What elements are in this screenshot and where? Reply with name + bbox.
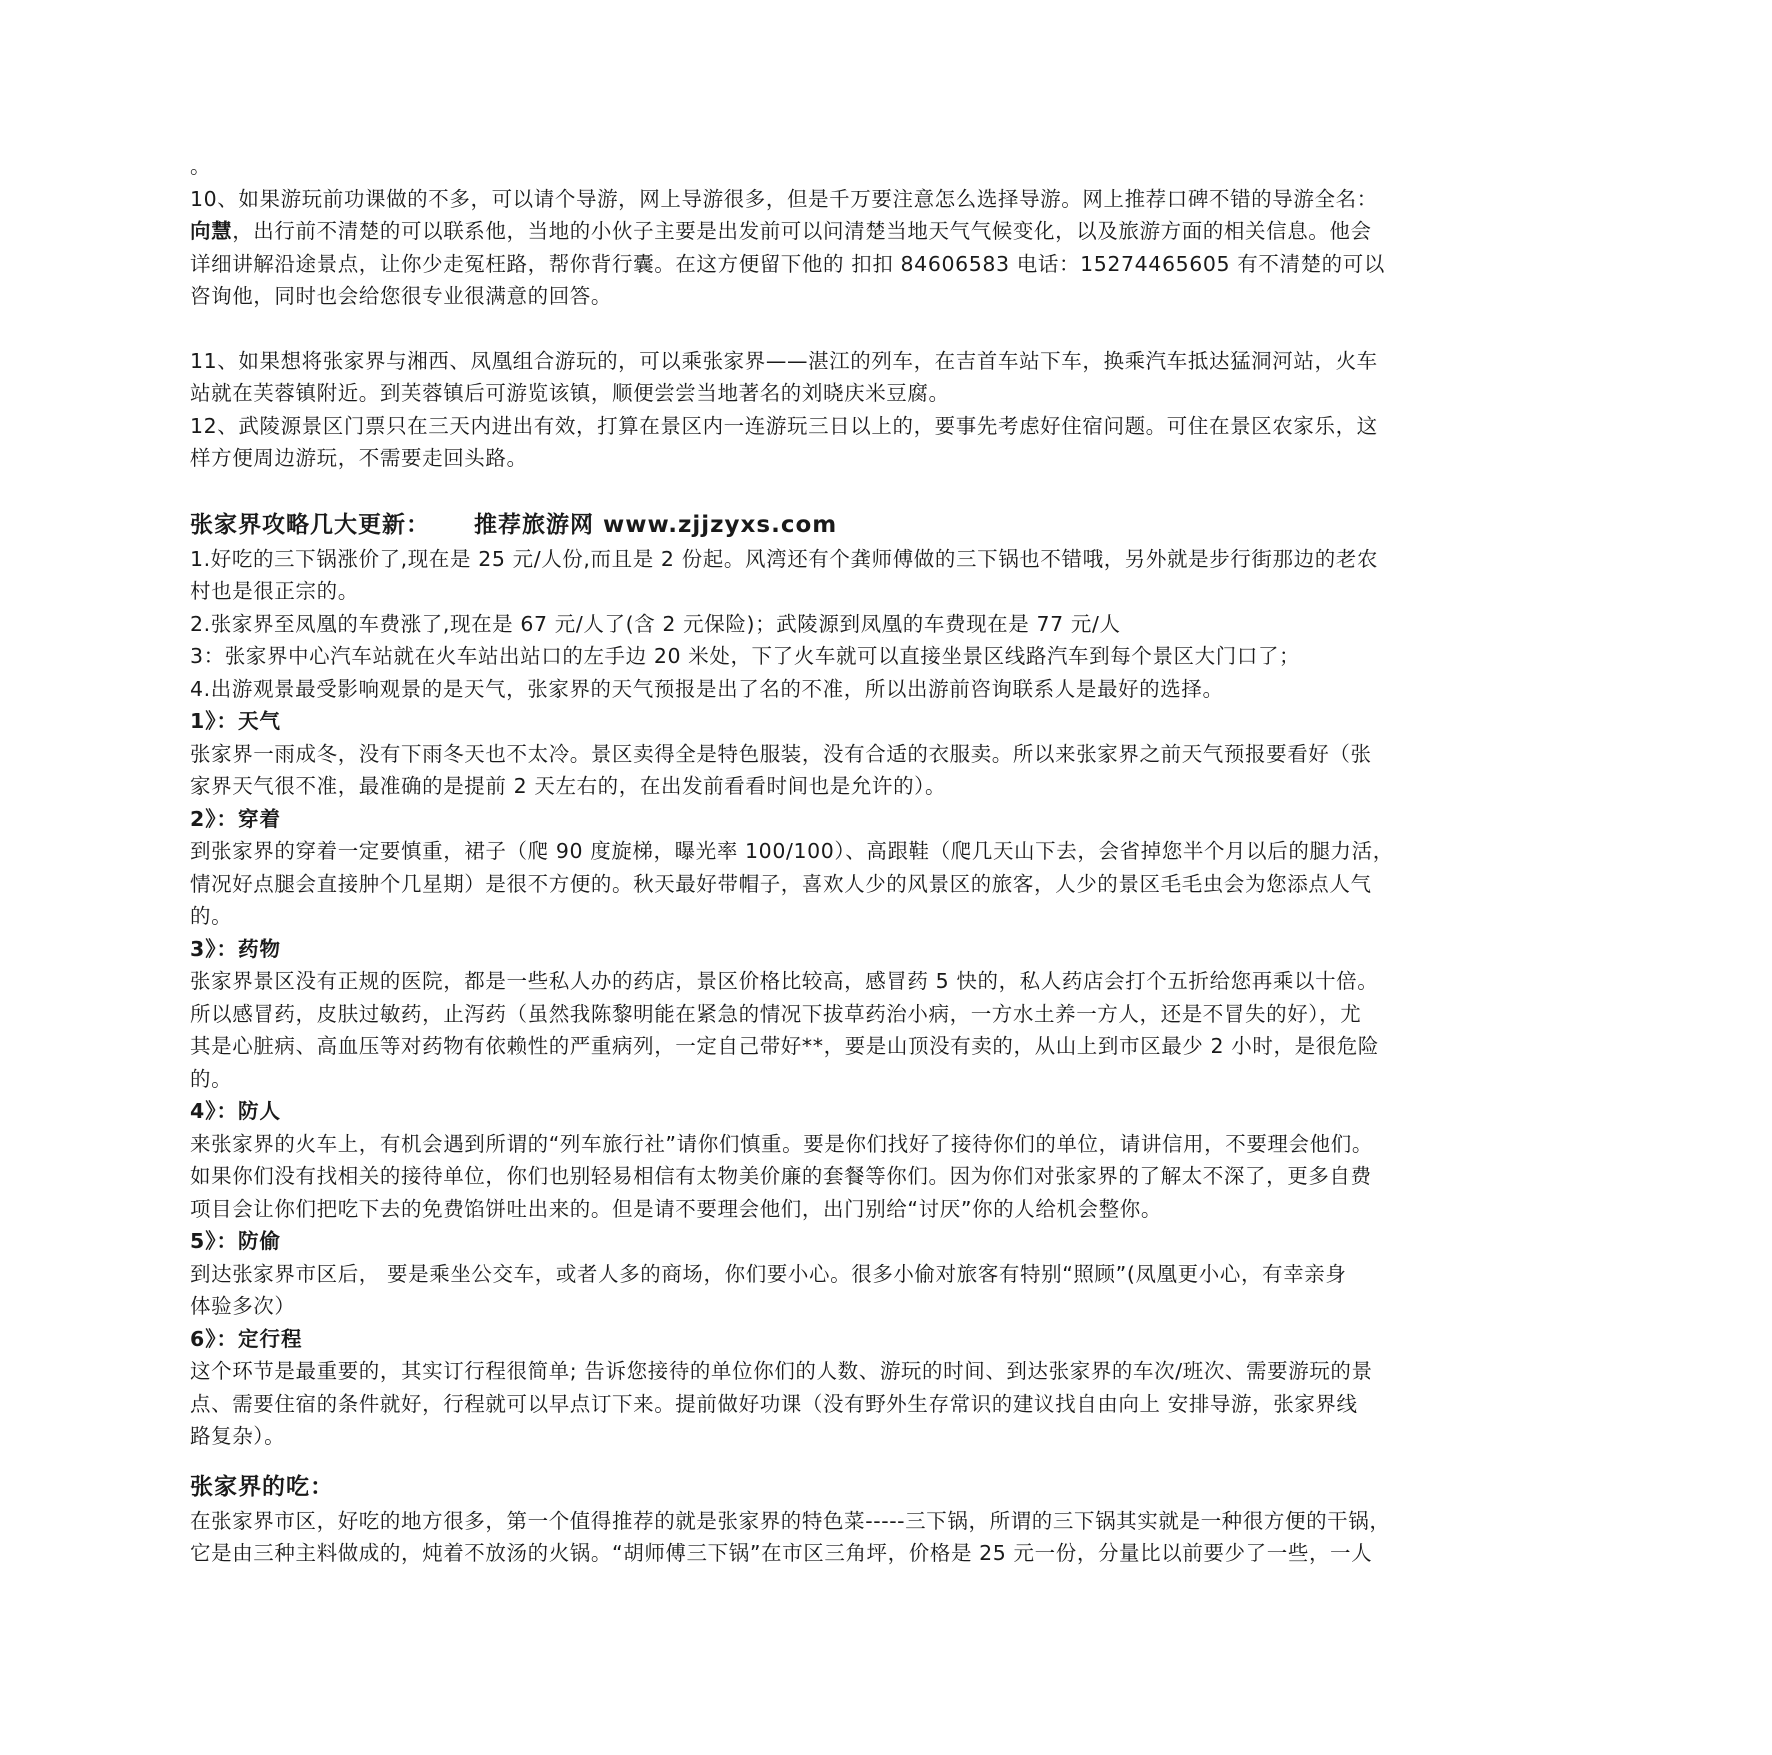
paragraph-line: 。 — [190, 154, 212, 178]
subsection-title: 1》：天气 — [190, 709, 282, 733]
paragraph-line: 情况好点腿会直接肿个几星期）是很不方便的。秋天最好带帽子，喜欢人少的风景区的旅客，人少的景区毛毛虫会为您添点人气 — [190, 871, 1372, 896]
paragraph-text: ，出行前不清楚的可以联系他，当地的小伙子主要是出发前可以问清楚当地天气气候变化，以及旅游方面的相关信息。他会 — [232, 219, 1372, 243]
paragraph-line: 站就在芙蓉镇附近。到芙蓉镇后可游览该镇，顺便尝尝当地著名的刘晓庆米豆腐。 — [190, 381, 950, 405]
paragraph-line: 村也是很正宗的。 — [190, 579, 359, 603]
subsection-title: 2》：穿着 — [190, 806, 282, 831]
paragraph-line: 所以感冒药，皮肤过敏药，止泻药（虽然我陈黎明能在紧急的情况下拔草药治小病，一方水土养一方人，还是不冒失的好），尤 — [190, 1001, 1362, 1026]
subsection-title: 3》：药物 — [190, 936, 282, 961]
paragraph-line: 张家界一雨成冬，没有下雨冬天也不太冷。景区卖得全是特色服装，没有合适的衣服卖。所以来张家界之前天气预报要看好（张 — [190, 741, 1372, 766]
paragraph-line: 的。 — [190, 1066, 233, 1091]
paragraph-line: 的。 — [190, 904, 233, 928]
section-heading-food: 张家界的吃： — [190, 1473, 334, 1500]
paragraph-line: 体验多次） — [190, 1294, 296, 1318]
subsection-title: 6》：定行程 — [190, 1326, 303, 1351]
subsection-title: 4》：防人 — [190, 1099, 282, 1123]
paragraph-line: 其是心脏病、高血压等对药物有依赖性的严重病列，一定自己带好**，要是山顶没有卖的，从山上到市区最少 2 小时，是很危险 — [190, 1034, 1379, 1058]
paragraph-line: 路复杂）。 — [190, 1424, 286, 1448]
paragraph-line: 2.张家界至凤凰的车费涨了,现在是 67 元/人了(含 2 元保险)；武陵源到凤凰的车费现在是 77 元/人 — [190, 611, 1121, 636]
paragraph-line: 3：张家界中心汽车站就在火车站出站口的左手边 20 米处，下了火车就可以直接坐景区线路汽车到每个景区大门口了； — [190, 644, 1301, 668]
paragraph-line: 10、如果游玩前功课做的不多，可以请个导游，网上导游很多，但是千万要注意怎么选择导游。网上推荐口碑不错的导游全名： — [190, 186, 1378, 211]
paragraph-line: 点、需要住宿的条件就好，行程就可以早点订下来。提前做好功课（没有野外生存常识的建议找自由向上 安排导游，张家界线 — [190, 1391, 1358, 1416]
paragraph-line: 在张家界市区，好吃的地方很多，第一个值得推荐的就是张家界的特色菜-----三下锅，所谓的三下锅其实就是一种很方便的干锅， — [190, 1508, 1391, 1533]
paragraph-line: 这个环节是最重要的，其实订行程很简单; 告诉您接待的单位你们的人数、游玩的时间、到达张家界的车次/班次、需要游玩的景 — [190, 1359, 1373, 1383]
paragraph-line: 如果你们没有找相关的接待单位，你们也别轻易相信有太物美价廉的套餐等你们。因为你们对张家界的了解太不深了，更多自费 — [190, 1164, 1372, 1188]
paragraph-line: 张家界景区没有正规的医院，都是一些私人办的药店，景区价格比较高，感冒药 5 快的，私人药店会打个五折给您再乘以十倍。 — [190, 969, 1379, 993]
paragraph-line: 11、如果想将张家界与湘西、凤凰组合游玩的，可以乘张家界——湛江的列车，在吉首车站下车，换乘汽车抵达猛洞河站，火车 — [190, 348, 1378, 373]
paragraph-line: 1.好吃的三下锅涨价了,现在是 25 元/人份,而且是 2 份起。风湾还有个龚师傅做的三下锅也不错哦，另外就是步行街那边的老农 — [190, 546, 1378, 571]
paragraph-line: 到达张家界市区后， 要是乘坐公交车，或者人多的商场，你们要小心。很多小偷对旅客有特别“照顾”(凤凰更小心，有幸亲身 — [190, 1261, 1347, 1286]
paragraph-line: 到张家界的穿着一定要慎重，裙子（爬 90 度旋梯，曝光率 100/100）、高跟鞋（爬几天山下去，会省掉您半个月以后的腿力活， — [190, 839, 1394, 863]
paragraph-line: 来张家界的火车上，有机会遇到所谓的“列车旅行社”请你们慎重。要是你们找好了接待你们的单位，请讲信用，不要理会他们。 — [190, 1131, 1373, 1156]
subsection-title: 5》：防偷 — [190, 1229, 282, 1253]
paragraph-line: 样方便周边游玩，不需要走回头路。 — [190, 446, 528, 470]
heading-text: 张家界攻略几大更新： — [190, 511, 430, 538]
paragraph-line: 它是由三种主料做成的，炖着不放汤的火锅。“胡师傅三下锅”在市区三角坪，价格是 25 元一份，分量比以前要少了一些，一人 — [190, 1541, 1373, 1565]
paragraph-line: 详细讲解沿途景点，让你少走冤枉路，帮你背行囊。在这方便留下他的 扣扣 84606583 电话：15274465605 有不清楚的可以 — [190, 251, 1385, 276]
document-page — [190, 150, 1590, 1570]
section-heading-updates — [190, 507, 1590, 543]
paragraph-line: 项目会让你们把吃下去的免费馅饼吐出来的。但是请不要理会他们，出门别给“讨厌”你的人给机会整你。 — [190, 1196, 1162, 1221]
paragraph-line: 家界天气很不准，最准确的是提前 2 天左右的，在出发前看看时间也是允许的）。 — [190, 774, 947, 798]
guide-name: 向慧 — [190, 219, 233, 243]
paragraph-line: 咨询他，同时也会给您很专业很满意的回答。 — [190, 284, 612, 308]
recommended-site: 推荐旅游网 www.zjjzyxs.com — [474, 511, 838, 538]
paragraph-line: 12、武陵源景区门票只在三天内进出有效，打算在景区内一连游玩三日以上的，要事先考虑好住宿问题。可住在景区农家乐，这 — [190, 413, 1378, 438]
paragraph-line: 4.出游观景最受影响观景的是天气，张家界的天气预报是出了名的不准，所以出游前咨询联系人是最好的选择。 — [190, 676, 1224, 701]
paragraph-line — [190, 215, 1590, 248]
